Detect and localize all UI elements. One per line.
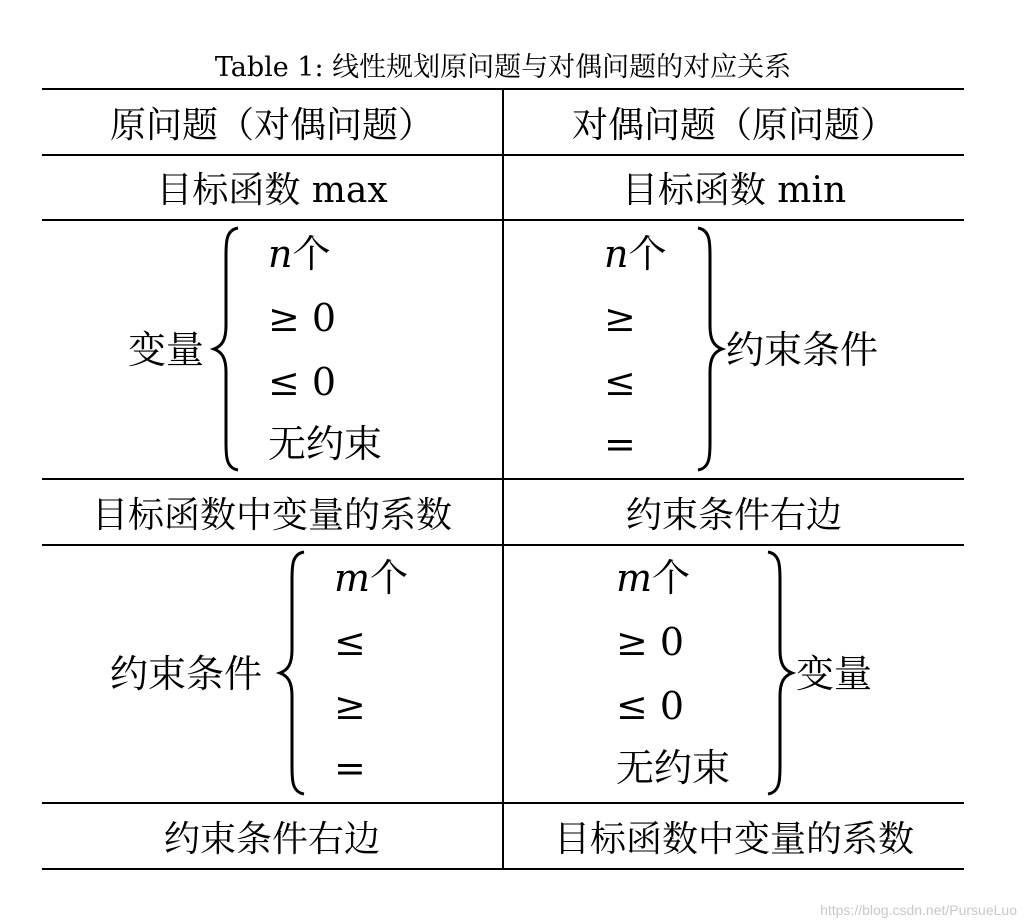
constraint-count-symbol: m (334, 556, 371, 600)
right-brace (694, 226, 724, 472)
variables-left-item: ≥ 0 (268, 296, 337, 340)
constraints-right-item: 无约束 (616, 746, 731, 790)
variable-count-unit: 个 (292, 232, 331, 276)
constraint-count-unit: 个 (652, 556, 691, 600)
constraint-count-symbol: m (616, 556, 653, 600)
constraints-left-item (334, 556, 408, 600)
constraints-left-item: = (334, 746, 366, 790)
left-brace (278, 550, 308, 796)
variable-count-symbol: n (268, 232, 293, 276)
variables-right-item (604, 232, 667, 276)
table-caption: Table 1: 线性规划原问题与对偶问题的对应关系 (214, 52, 792, 83)
constraints-left-item: ≤ (334, 620, 366, 664)
constraints-right-item: ≥ 0 (616, 620, 685, 664)
right-brace (764, 550, 794, 796)
variables-right-item: ≥ (604, 296, 636, 340)
variables-left-label: 变量 (128, 327, 205, 372)
constraints-right-item (616, 556, 690, 600)
variables-right-item: ≤ (604, 360, 636, 404)
header-left-cell: 原问题（对偶问题） (109, 104, 434, 146)
variables-right-item: = (604, 422, 636, 466)
watermark-text: https://blog.csdn.net/PursueLuo (820, 902, 1017, 918)
constraints-right-label: 变量 (796, 651, 873, 696)
variables-left-item: 无约束 (268, 422, 383, 466)
objective-right-cell: 目标函数 min (621, 170, 847, 211)
constraints-left-label: 约束条件 (110, 651, 263, 696)
rhs-right-cell: 目标函数中变量的系数 (553, 818, 914, 860)
variable-count-symbol: n (604, 232, 629, 276)
variables-left-item: ≤ 0 (268, 360, 337, 404)
constraints-left-item: ≥ (334, 684, 366, 728)
header-right-cell: 对偶问题（原问题） (571, 104, 896, 146)
variables-left-item (268, 232, 331, 276)
variables-right-label: 约束条件 (726, 327, 879, 372)
left-brace (212, 226, 242, 472)
constraint-count-unit: 个 (370, 556, 409, 600)
constraints-right-item: ≤ 0 (616, 684, 685, 728)
coefficient-left-cell: 目标函数中变量的系数 (91, 494, 452, 536)
objective-left-cell: 目标函数 max (156, 170, 388, 211)
variable-count-unit: 个 (628, 232, 667, 276)
coefficient-right-cell: 约束条件右边 (625, 494, 842, 536)
rhs-left-cell: 约束条件右边 (163, 818, 380, 860)
